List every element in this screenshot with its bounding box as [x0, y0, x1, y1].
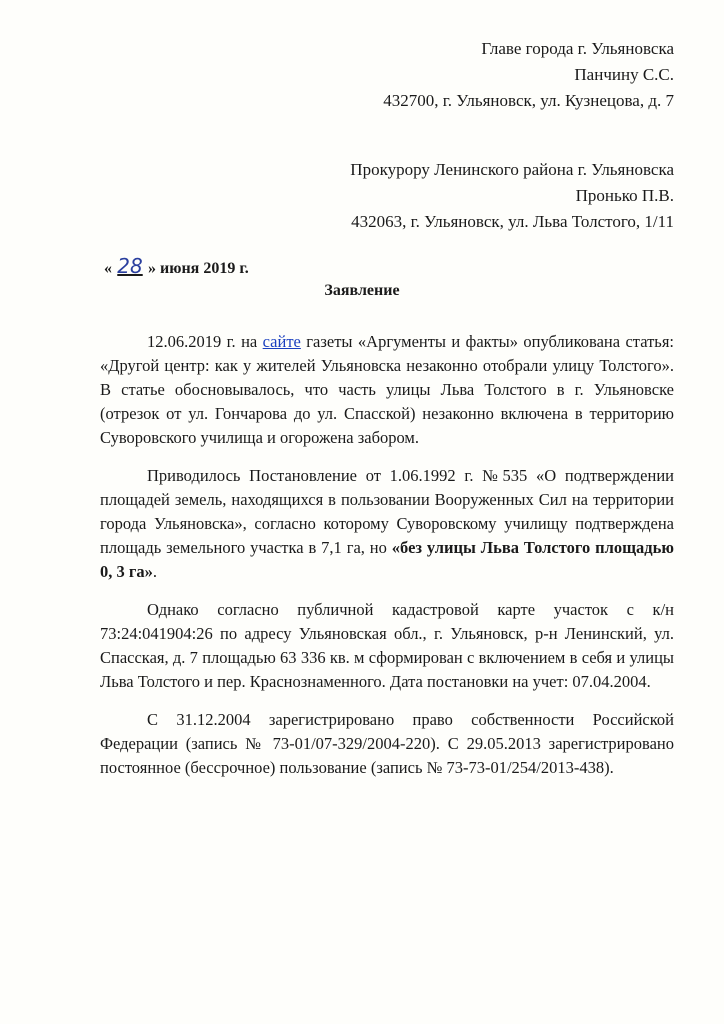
recipient-address: 432063, г. Ульяновск, ул. Льва Толстого, 1/11 [351, 212, 674, 231]
date-month-year: июня 2019 г. [156, 260, 249, 277]
paragraph-end: . [152, 562, 157, 581]
paragraph-1 [100, 330, 674, 450]
bold-quote: «без улицы Льва Толстого площадью 0, 3 га» [100, 538, 674, 581]
document-title: Заявление [324, 282, 400, 299]
paragraph-text: Приводилось Постановление от 1.06.1992 г. №535 «О подтверждении площадей земель, находящихся в пользовании Вооруженных Сил на территории города Ульяновска», согласно которому Суворовскому училищу подтверждена площадь земельного участка в 7,1 га, но [100, 466, 674, 557]
document-body [100, 330, 674, 794]
paragraph-text: газеты «Аргументы и факты» опубликована статья: «Другой центр: как у жителей Ульяновска незаконно отобрали улицу Толстого». В статье обосновывалось, что часть улицы Льва Толстого в г. Ульяновске (отрезок от ул. Гончарова до ул. Спасской) незаконно включена в территорию Суворовского училища и огорожена забором. [100, 332, 674, 447]
source-link[interactable]: сайте [262, 332, 301, 351]
paragraph-2 [100, 464, 674, 584]
document-date [104, 254, 249, 278]
recipient-block-mayor [383, 36, 674, 114]
paragraph-4: С 31.12.2004 зарегистрировано право собственности Российской Федерации (запись № 73-01/07-329/2004-220). С 29.05.2013 зарегистрировано постоянное (бессрочное) пользование (запись № 73-73-01/254/2013-438). [100, 710, 674, 777]
recipient-name: Пронько П.В. [575, 186, 674, 205]
date-open-quote: « [104, 260, 112, 277]
handwritten-day: 28 [117, 254, 143, 278]
paragraph-text: 12.06.2019 г. на [147, 332, 263, 351]
recipient-title: Главе города г. Ульяновска [481, 39, 674, 58]
recipient-address: 432700, г. Ульяновск, ул. Кузнецова, д. 7 [383, 91, 674, 110]
date-close-quote: » [148, 260, 156, 277]
recipient-title: Прокурору Ленинского района г. Ульяновска [350, 160, 674, 179]
recipient-block-prosecutor [350, 157, 674, 235]
recipient-name: Панчину С.С. [574, 65, 674, 84]
paragraph-3: Однако согласно публичной кадастровой карте участок с к/н 73:24:041904:26 по адресу Ульяновская обл., г. Ульяновск, р-н Ленинский, ул. Спасская, д. 7 площадью 63 336 кв. м сформирован с включением в себя и улицы Льва Толстого и пер. Краснознаменного. Дата постановки на учет: 07.04.2004. [100, 600, 674, 691]
